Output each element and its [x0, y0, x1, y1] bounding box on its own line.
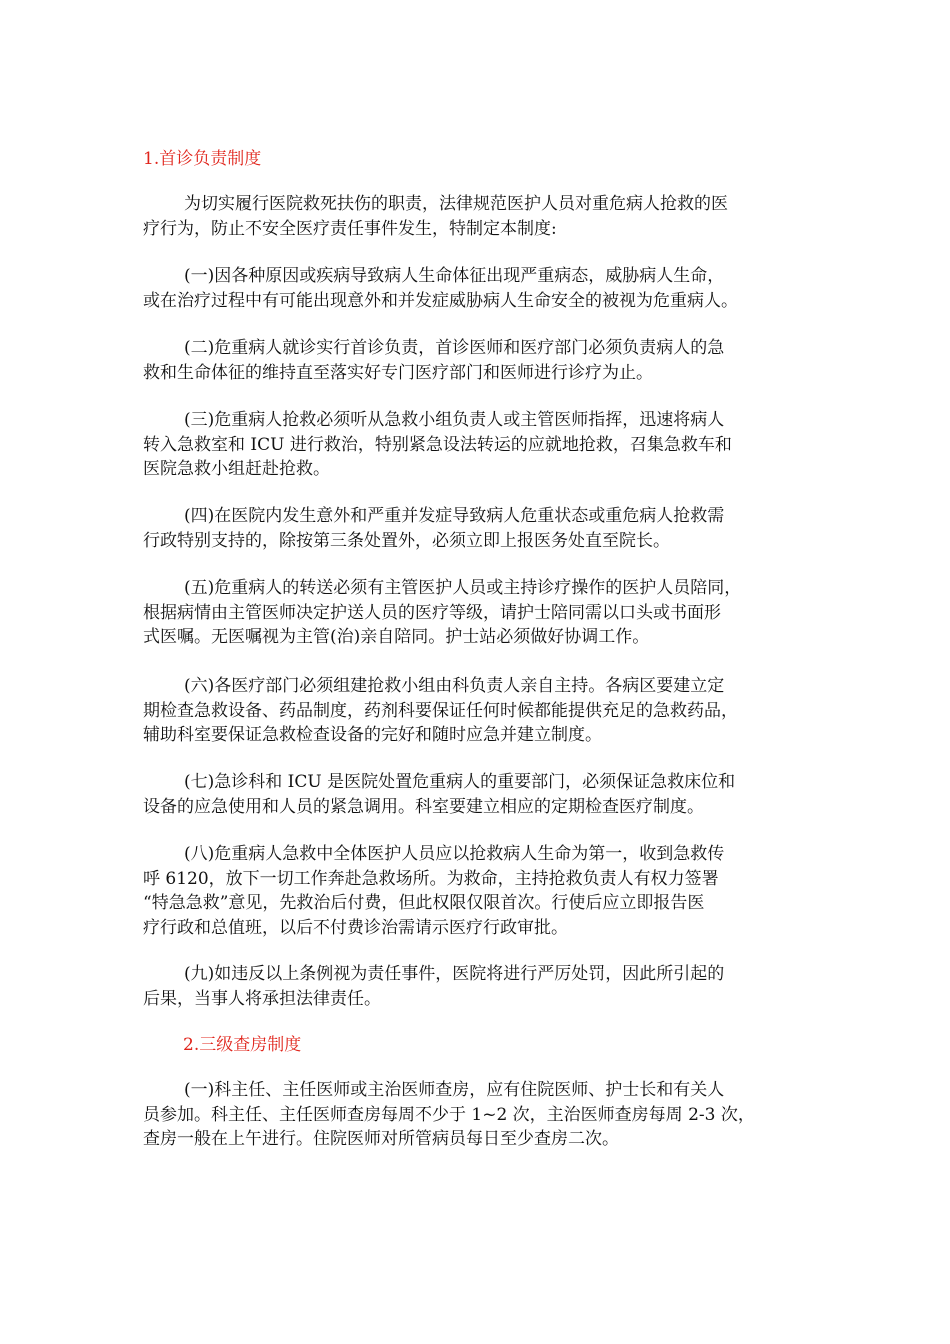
clause-4 — [143, 504, 813, 553]
text-line: 行政特别支持的，除按第三条处置外，必须立即上报医务处直至院长。 — [143, 530, 670, 551]
text-line: 医院急救小组赶赴抢救。 — [143, 459, 330, 479]
text-line: 设备的应急使用和人员的紧急调用。科室要建立相应的定期检查医疗制度。 — [143, 796, 704, 817]
text-line: 疗行政和总值班，以后不付费诊治需请示医疗行政审批。 — [143, 917, 568, 938]
text-line: 呼 6120，放下一切工作奔赴急救场所。为救命，主持抢救负责人有权力签署 — [143, 868, 719, 889]
text-line: 辅助科室要保证急救检查设备的完好和随时应急并建立制度。 — [143, 725, 602, 745]
clause-5 — [143, 576, 813, 650]
section-1-intro — [143, 192, 813, 241]
clause-8 — [143, 842, 813, 940]
text-line: (七)急诊科和 ICU 是医院处置危重病人的重要部门，必须保证急救床位和 — [184, 772, 736, 792]
text-line: 后果，当事人将承担法律责任。 — [143, 988, 381, 1009]
text-line: 为切实履行医院救死扶伤的职责，法律规范医护人员对重危病人抢救的医 — [184, 194, 728, 214]
text-line: (五)危重病人的转送必须有主管医护人员或主持诊疗操作的医护人员陪同， — [184, 578, 742, 598]
text-line: 转入急救室和 ICU 进行救治，特别紧急设法转运的应就地抢救，召集急救车和 — [143, 434, 732, 455]
text-line: (二)危重病人就诊实行首诊负责，首诊医师和医疗部门必须负责病人的急 — [184, 338, 725, 358]
text-line: (六)各医疗部门必须组建抢救小组由科负责人亲自主持。各病区要建立定 — [184, 676, 725, 696]
clause-1 — [143, 264, 813, 313]
text-line: 或在治疗过程中有可能出现意外和并发症威胁病人生命安全的被视为危重病人。 — [143, 290, 738, 311]
text-line: (一)科主任、主任医师或主治医师查房，应有住院医师、护士长和有关人 — [184, 1080, 725, 1100]
text-line: 式医嘱。无医嘱视为主管(治)亲自陪同。护士站必须做好协调工作。 — [143, 627, 650, 647]
text-line: 查房一般在上午进行。住院医师对所管病员每日至少查房二次。 — [143, 1129, 619, 1149]
text-line: (八)危重病人急救中全体医护人员应以抢救病人生命为第一，收到急救传 — [184, 844, 725, 864]
clause-2 — [143, 336, 813, 385]
clause-3 — [143, 408, 813, 482]
text-line: 员参加。科主任、主任医师查房每周不少于 1~2 次，主治医师查房每周 2-3 次， — [143, 1104, 755, 1125]
clause-9 — [143, 962, 813, 1011]
text-line: (一)因各种原因或疾病导致病人生命体征出现严重病态，威胁病人生命， — [184, 266, 725, 286]
text-line: (九)如违反以上条例视为责任事件，医院将进行严厉处罚，因此所引起的 — [184, 964, 725, 984]
text-line: (四)在医院内发生意外和严重并发症导致病人危重状态或重危病人抢救需 — [184, 506, 725, 526]
clause-7 — [143, 770, 813, 819]
text-line: 期检查急救设备、药品制度，药剂科要保证任何时候都能提供充足的急救药品， — [143, 700, 738, 721]
text-line: 救和生命体征的维持直至落实好专门医疗部门和医师进行诊疗为止。 — [143, 362, 653, 383]
text-line: “特急急救”意见，先救治后付费，但此权限仅限首次。行使后应立即报告医 — [143, 893, 705, 913]
text-line: (三)危重病人抢救必须听从急救小组负责人或主管医师指挥，迅速将病人 — [184, 410, 725, 430]
section-2-title: 2.三级查房制度 — [183, 1035, 302, 1055]
text-line: 根据病情由主管医师决定护送人员的医疗等级，请护士陪同需以口头或书面形 — [143, 602, 721, 623]
rounds-clause-1 — [143, 1078, 813, 1152]
section-1-title: 1.首诊负责制度 — [143, 149, 262, 169]
clause-6 — [143, 674, 813, 748]
text-line: 疗行为，防止不安全医疗责任事件发生，特制定本制度: — [143, 218, 557, 239]
